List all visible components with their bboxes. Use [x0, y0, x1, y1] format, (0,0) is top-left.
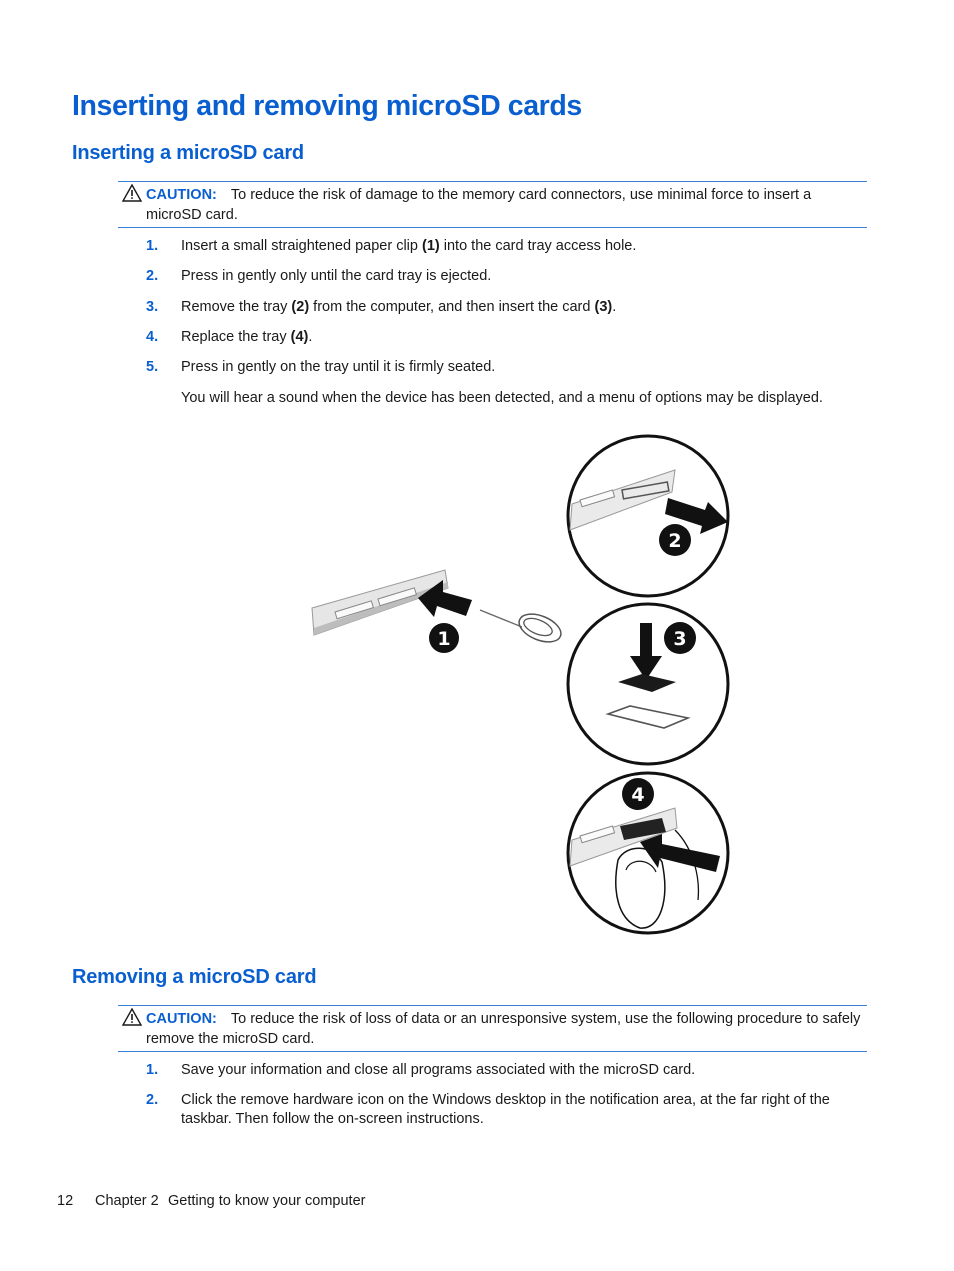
callout-number: 2	[668, 530, 682, 552]
callout-number: 3	[673, 628, 687, 650]
step-number: 3.	[146, 299, 159, 315]
step-text: Remove the tray	[181, 299, 292, 315]
footer-chapter: Chapter 2	[95, 1193, 159, 1209]
detail-circle-3	[568, 604, 728, 764]
page-title: Inserting and removing microSD cards	[72, 90, 582, 122]
step-number: 2.	[146, 1092, 159, 1108]
caution-box-inserting	[118, 181, 867, 228]
caution-text: To reduce the risk of loss of data or an unresponsive system, use the following procedure to safely remove the microSD card.	[146, 1011, 861, 1047]
step-text: Click the remove hardware icon on the Windows desktop in the notification area, at the far right of the taskbar. Then follow the on-screen instructions.	[181, 1092, 830, 1127]
footer-chapter-title: Getting to know your computer	[168, 1193, 366, 1209]
callout-number: 1	[437, 628, 451, 650]
caution-box-removing	[118, 1005, 867, 1052]
callout-1	[429, 623, 459, 653]
step-text: from the computer, and then insert the card	[309, 299, 595, 315]
step-number: 2.	[146, 268, 159, 284]
step-callout: (1)	[422, 238, 440, 254]
footer-page-number: 12	[57, 1193, 74, 1209]
step-note: You will hear a sound when the device has been detected, and a menu of options may be displayed.	[181, 390, 823, 406]
step-text: Press in gently on the tray until it is firmly seated.	[181, 359, 496, 375]
step-callout: (2)	[291, 299, 310, 315]
step-number: 5.	[146, 359, 159, 375]
step-callout: (3)	[594, 299, 613, 315]
step-number: 1.	[146, 238, 159, 254]
step-number: 4.	[146, 329, 159, 345]
section-heading-removing: Removing a microSD card	[72, 966, 317, 988]
callout-number: 4	[631, 784, 645, 806]
step-text: Insert a small straightened paper clip	[181, 238, 422, 254]
detail-circle-2	[568, 436, 728, 596]
caution-label: CAUTION:	[146, 187, 217, 203]
caution-text: To reduce the risk of damage to the memory card connectors, use minimal force to insert a microSD card.	[146, 187, 812, 223]
section-heading-inserting: Inserting a microSD card	[72, 142, 304, 164]
step-text: .	[612, 299, 617, 315]
caution-label: CAUTION:	[146, 1011, 217, 1027]
warning-triangle-icon	[122, 1008, 142, 1026]
step-number: 1.	[146, 1062, 159, 1078]
step-text: Replace the tray	[181, 329, 291, 345]
detail-circle-4	[568, 773, 728, 933]
step-text: .	[308, 329, 313, 345]
step-text: Press in gently only until the card tray is ejected.	[181, 268, 492, 284]
step-text: Save your information and close all programs associated with the microSD card.	[181, 1062, 696, 1078]
warning-triangle-icon	[122, 184, 142, 202]
step-callout: (4)	[290, 329, 309, 345]
step-text: into the card tray access hole.	[439, 238, 637, 254]
microsd-insertion-illustration	[300, 430, 740, 940]
